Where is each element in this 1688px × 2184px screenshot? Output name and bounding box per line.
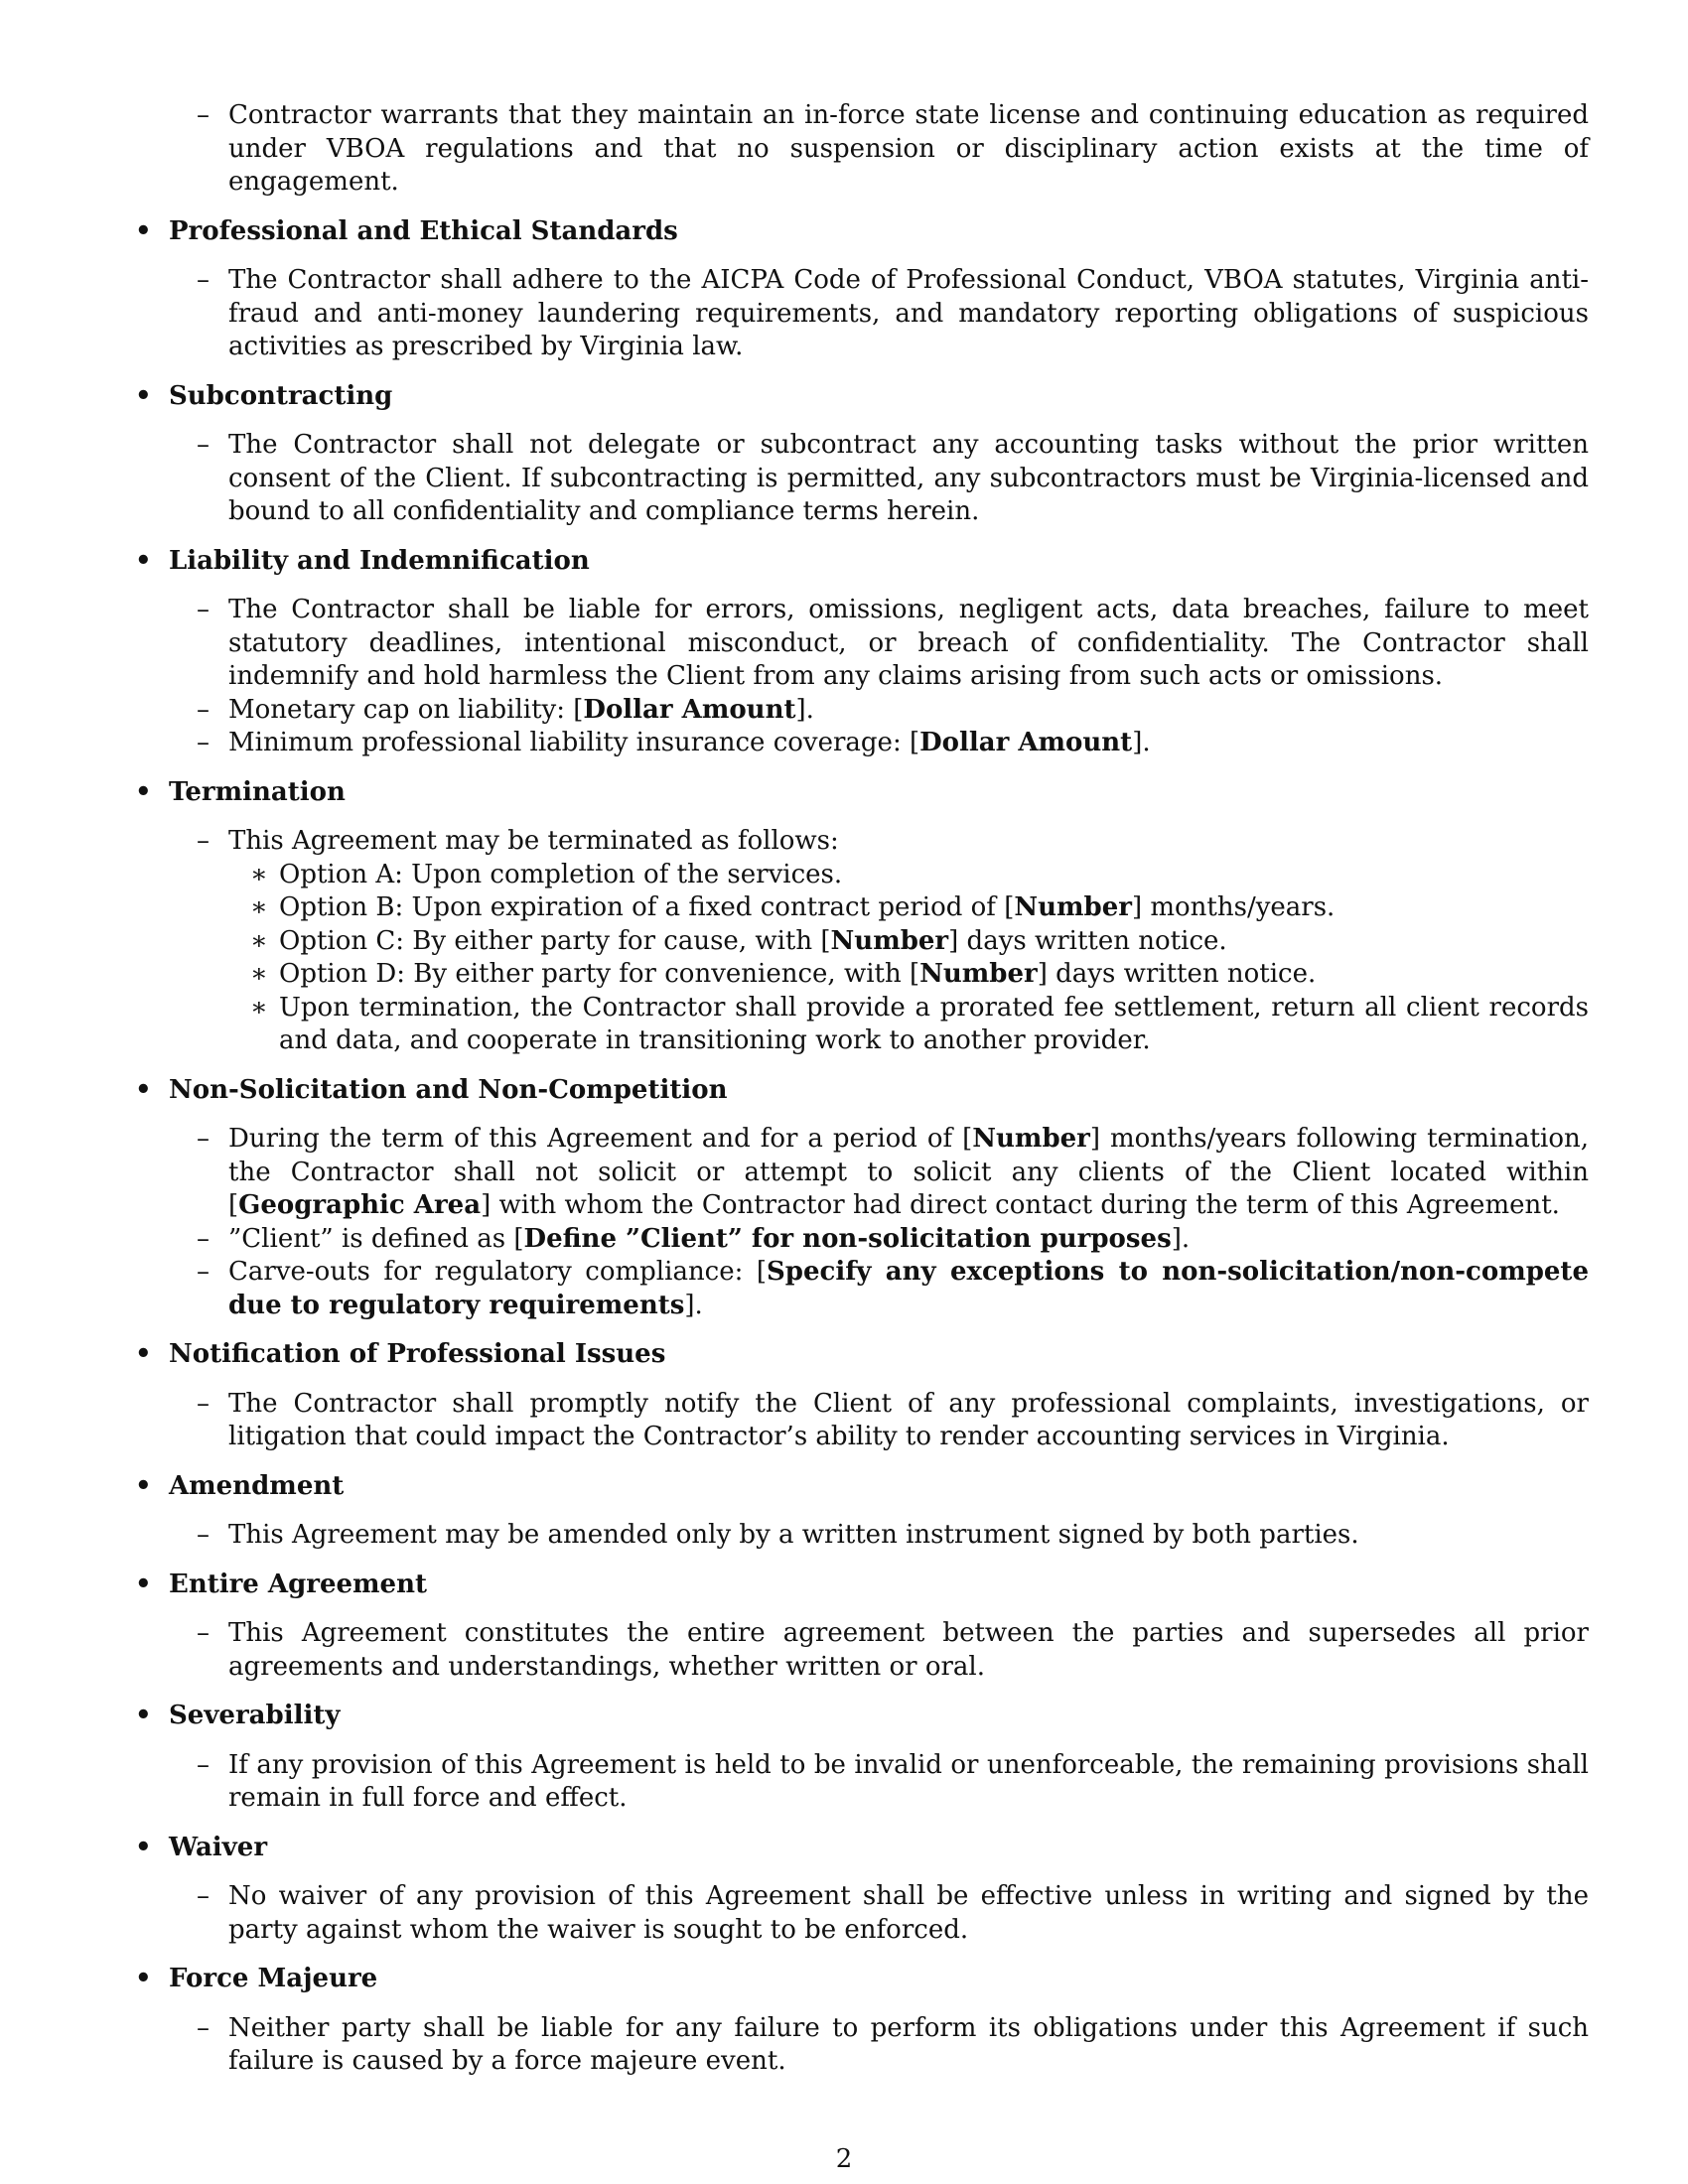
star-marker: ∗ bbox=[250, 859, 268, 889]
bullet-marker: • bbox=[135, 1701, 152, 1730]
section-items bbox=[133, 264, 1589, 364]
section-title-text: Termination bbox=[169, 776, 346, 807]
section-items bbox=[133, 594, 1589, 760]
list-item bbox=[133, 1223, 1589, 1257]
placeholder-field: Number bbox=[919, 959, 1038, 989]
list-item bbox=[133, 1617, 1589, 1684]
bullet-marker: • bbox=[135, 1964, 152, 1993]
placeholder-field: Number bbox=[972, 1124, 1090, 1154]
section-title-text: Amendment bbox=[169, 1470, 345, 1501]
section-subcontracting bbox=[133, 380, 1589, 529]
section-items bbox=[133, 1519, 1589, 1553]
section-title bbox=[133, 1963, 1589, 1996]
star-marker: ∗ bbox=[250, 959, 268, 989]
dash-marker: – bbox=[197, 1881, 210, 1911]
bullet-marker: • bbox=[135, 545, 152, 576]
section-title bbox=[133, 380, 1589, 414]
section-title bbox=[133, 1074, 1589, 1108]
item-text: No waiver of any provision of this Agreement shall be effective unless in writing and signed by the party against whom the waiver is sought to be enforced. bbox=[228, 1881, 1589, 1945]
bullet-marker: • bbox=[135, 1569, 152, 1599]
section-title-text: Waiver bbox=[169, 1832, 268, 1862]
item-text: ]. bbox=[684, 1290, 703, 1320]
section-force-majeure bbox=[133, 1963, 1589, 2079]
item-text: ] months/years. bbox=[1131, 892, 1336, 922]
dash-marker: – bbox=[197, 2012, 210, 2043]
section-title bbox=[133, 1569, 1589, 1602]
item-text: Carve-outs for regulatory compliance: [ bbox=[228, 1257, 768, 1287]
item-text: Option B: Upon expiration of a fixed contract period of [ bbox=[279, 892, 1015, 922]
placeholder-field: Dollar Amount bbox=[583, 694, 796, 725]
item-text: This Agreement constitutes the entire agreement between the parties and supersedes all prior agreements and understandings, whether written or oral. bbox=[228, 1618, 1589, 1682]
placeholder-field: Number bbox=[1014, 892, 1132, 922]
list-item bbox=[133, 694, 1589, 728]
section-notification bbox=[133, 1338, 1589, 1454]
dash-marker: – bbox=[197, 1618, 210, 1648]
section-waiver bbox=[133, 1832, 1589, 1948]
section-title-text: Notification of Professional Issues bbox=[169, 1339, 666, 1369]
item-text: ] days written notice. bbox=[1037, 959, 1317, 989]
section-title-text: Entire Agreement bbox=[169, 1569, 427, 1599]
star-marker: ∗ bbox=[250, 892, 268, 922]
item-text: Neither party shall be liable for any failure to perform its obligations under this Agreement if such failure is caused by a force majeure event. bbox=[228, 2012, 1589, 2076]
list-item bbox=[133, 1256, 1589, 1322]
dash-marker: – bbox=[197, 1388, 210, 1419]
bullet-marker: • bbox=[135, 215, 152, 246]
section-title-text: Liability and Indemnification bbox=[169, 545, 590, 576]
section-title bbox=[133, 215, 1589, 249]
section-amendment bbox=[133, 1470, 1589, 1553]
list-item bbox=[133, 2012, 1589, 2079]
section-items bbox=[133, 1388, 1589, 1454]
section-items bbox=[133, 1749, 1589, 1816]
bullet-marker: • bbox=[135, 776, 152, 807]
item-text: ] months/years following termination, the Contractor shall not solicit or attempt to solicit any clients of the Client located within [ bbox=[228, 1124, 1589, 1220]
section-items bbox=[133, 1123, 1589, 1322]
item-text: Upon termination, the Contractor shall provide a prorated fee settlement, return all client records and data, and cooperate in transitioning work to another provider. bbox=[279, 992, 1589, 1055]
item-text: The Contractor shall promptly notify the Client of any professional complaints, investigations, or litigation that could impact the Contractor’s ability to render accounting services in Virginia. bbox=[228, 1388, 1589, 1451]
document-body bbox=[133, 99, 1589, 2079]
dash-marker: – bbox=[197, 265, 210, 295]
list-item bbox=[133, 1519, 1589, 1553]
item-text: ]. bbox=[1132, 728, 1151, 757]
bullet-marker: • bbox=[135, 1470, 152, 1501]
list-item bbox=[133, 429, 1589, 529]
item-text: The Contractor shall not delegate or subcontract any accounting tasks without the prior written consent of the Client. If subcontracting is permitted, any subcontractors must be Virginia-licensed and bound to all confidentiality and compliance terms herein. bbox=[228, 430, 1589, 526]
item-text: Contractor warrants that they maintain an in-force state license and continuing education as required under VBOA regulations and that no suspension or disciplinary action exists at the time of engagement. bbox=[228, 100, 1589, 197]
placeholder-field: Dollar Amount bbox=[919, 728, 1133, 757]
section-ethical-standards bbox=[133, 215, 1589, 364]
item-text: This Agreement may be terminated as follows: bbox=[228, 826, 839, 856]
item-text: This Agreement may be amended only by a written instrument signed by both parties. bbox=[228, 1520, 1359, 1550]
section-title bbox=[133, 1338, 1589, 1372]
bullet-marker: • bbox=[135, 1074, 152, 1105]
item-text: During the term of this Agreement and for a period of [ bbox=[228, 1124, 973, 1154]
sub-item bbox=[133, 859, 1589, 892]
list-item bbox=[133, 1749, 1589, 1816]
section-title bbox=[133, 1470, 1589, 1504]
dash-marker: – bbox=[197, 728, 210, 757]
sub-item bbox=[133, 958, 1589, 992]
section-entire-agreement bbox=[133, 1569, 1589, 1685]
star-marker: ∗ bbox=[250, 992, 268, 1023]
section-items bbox=[133, 825, 1589, 1058]
dash-marker: – bbox=[197, 1749, 210, 1780]
page-number: 2 bbox=[835, 2144, 853, 2174]
item-text: ] days written notice. bbox=[948, 925, 1227, 956]
section-items bbox=[133, 1617, 1589, 1684]
item-text: ]. bbox=[1171, 1223, 1191, 1254]
item-text: Option A: Upon completion of the services. bbox=[279, 859, 843, 889]
item-text: Option C: By either party for cause, with [ bbox=[279, 925, 831, 956]
section-items bbox=[133, 429, 1589, 529]
section-termination bbox=[133, 776, 1589, 1058]
item-text: ]. bbox=[795, 694, 814, 725]
list-item bbox=[133, 264, 1589, 364]
dash-marker: – bbox=[197, 430, 210, 460]
item-text: ] with whom the Contractor had direct contact during the term of this Agreement. bbox=[481, 1190, 1560, 1220]
sub-item bbox=[133, 891, 1589, 925]
section-title-text: Professional and Ethical Standards bbox=[169, 215, 678, 246]
bullet-marker: • bbox=[135, 380, 152, 411]
dash-marker: – bbox=[197, 694, 210, 725]
bullet-marker: • bbox=[135, 1339, 152, 1369]
list-item bbox=[133, 594, 1589, 694]
section-title bbox=[133, 1700, 1589, 1733]
placeholder-field: Specify any exceptions to non-solicitation/non-compete due to regulatory requirements bbox=[228, 1257, 1589, 1320]
section-severability bbox=[133, 1700, 1589, 1816]
dash-marker: – bbox=[197, 1124, 210, 1154]
section-title bbox=[133, 1832, 1589, 1865]
dash-marker: – bbox=[197, 595, 210, 624]
section-title bbox=[133, 776, 1589, 810]
item-text: Minimum professional liability insurance coverage: [ bbox=[228, 728, 920, 757]
section-items bbox=[133, 1880, 1589, 1947]
section-items bbox=[133, 2012, 1589, 2079]
placeholder-field: Geographic Area bbox=[238, 1190, 482, 1220]
item-text: ”Client” is defined as [ bbox=[228, 1223, 524, 1254]
dash-marker: – bbox=[197, 1223, 210, 1254]
section-title-text: Subcontracting bbox=[169, 380, 393, 411]
list-item bbox=[133, 1880, 1589, 1947]
section-title-text: Non-Solicitation and Non-Competition bbox=[169, 1074, 728, 1105]
item-text: If any provision of this Agreement is held to be invalid or unenforceable, the remaining provisions shall remain in full force and effect. bbox=[228, 1749, 1589, 1813]
bullet-marker: • bbox=[135, 1832, 152, 1862]
dash-marker: – bbox=[197, 1257, 210, 1287]
list-item bbox=[133, 1388, 1589, 1454]
item-text: The Contractor shall be liable for errors, omissions, negligent acts, data breaches, failure to meet statutory deadlines, intentional misconduct, or breach of confidentiality. The Contractor shall indemnify and hold harmless the Client from any claims arising from such acts or omissions. bbox=[228, 595, 1589, 691]
placeholder-field: Number bbox=[830, 925, 949, 956]
license-warranty-item bbox=[133, 99, 1589, 200]
item-text: Monetary cap on liability: [ bbox=[228, 694, 584, 725]
list-item bbox=[133, 1123, 1589, 1223]
section-title-text: Severability bbox=[169, 1701, 341, 1730]
dash-marker: – bbox=[197, 100, 210, 130]
dash-marker: – bbox=[197, 826, 210, 856]
section-title bbox=[133, 545, 1589, 579]
section-liability bbox=[133, 545, 1589, 760]
item-text: The Contractor shall adhere to the AICPA Code of Professional Conduct, VBOA statutes, Virginia anti-fraud and anti-money laundering requirements, and mandatory reporting obligations of suspicious activities as prescribed by Virginia law. bbox=[228, 265, 1589, 361]
section-non-solicitation bbox=[133, 1074, 1589, 1323]
sub-item bbox=[133, 925, 1589, 959]
sub-item bbox=[133, 992, 1589, 1058]
item-text: Option D: By either party for convenience, with [ bbox=[279, 959, 920, 989]
dash-marker: – bbox=[197, 1520, 210, 1550]
section-title-text: Force Majeure bbox=[169, 1964, 378, 1993]
list-item bbox=[133, 825, 1589, 859]
list-item bbox=[133, 727, 1589, 760]
star-marker: ∗ bbox=[250, 925, 268, 956]
placeholder-field: Define ”Client” for non-solicitation purposes bbox=[523, 1223, 1172, 1254]
